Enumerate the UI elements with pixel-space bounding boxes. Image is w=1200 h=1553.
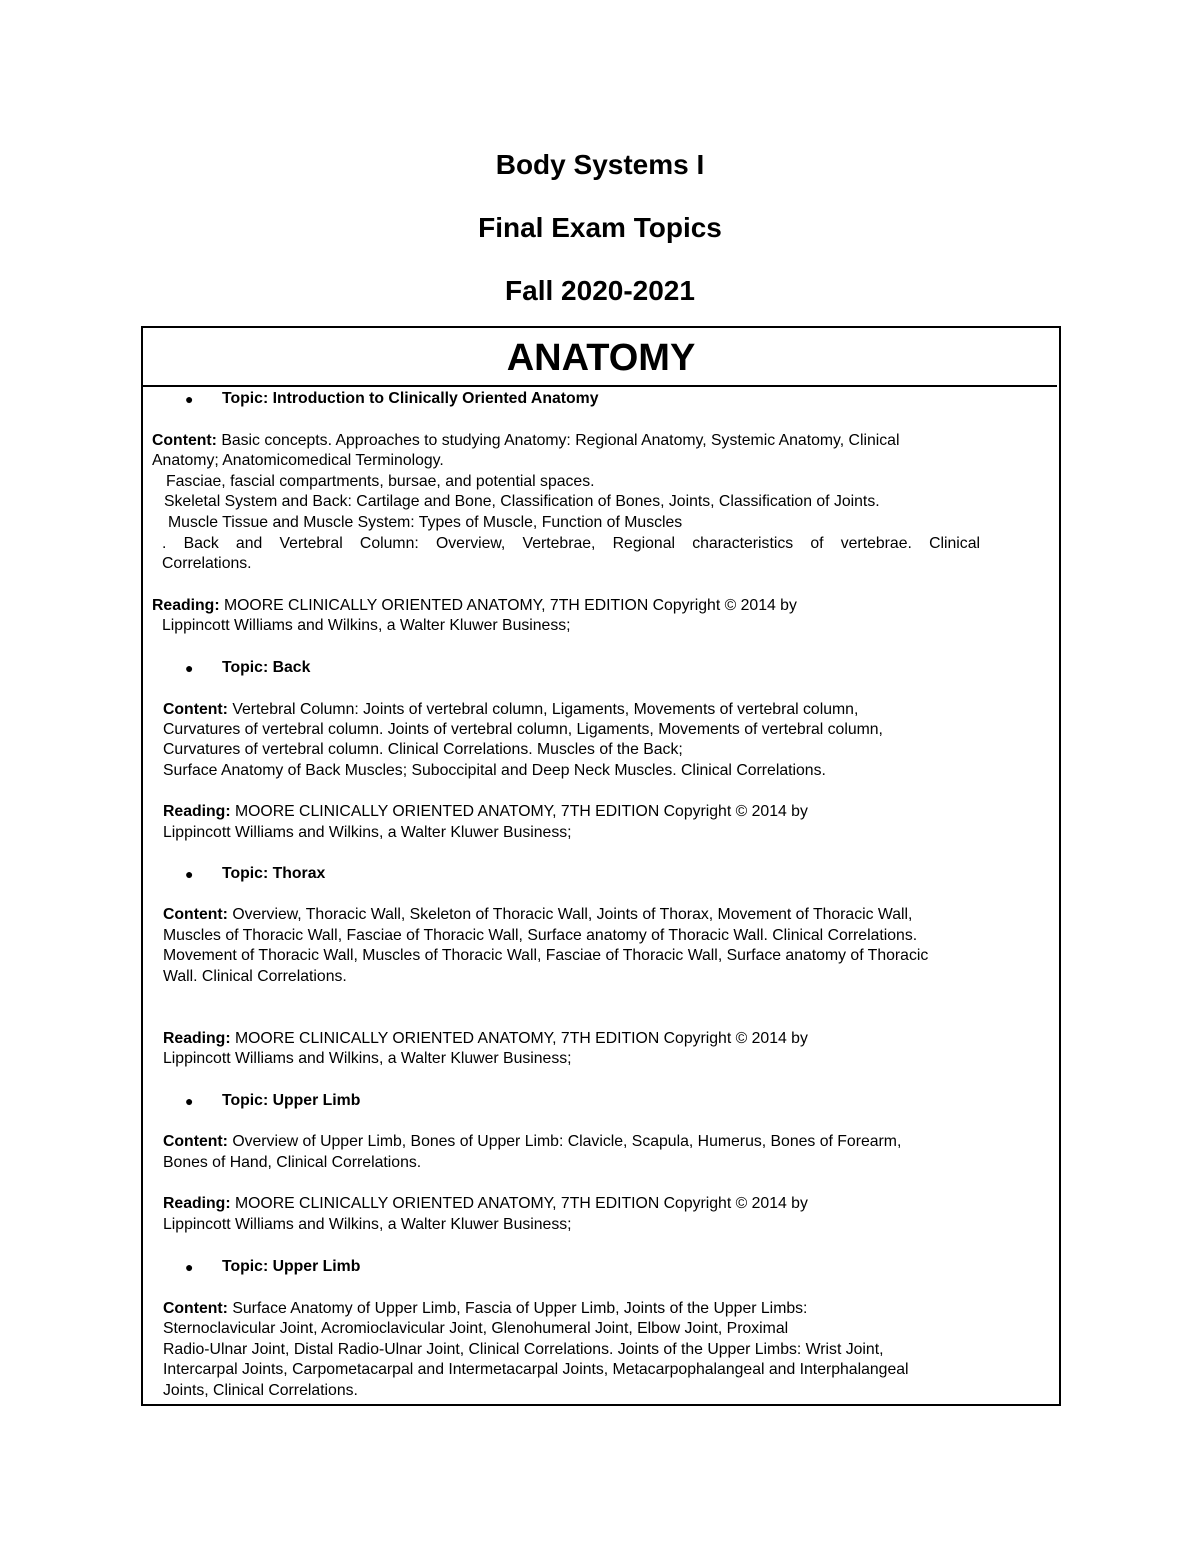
reading-label: Reading: [163,1195,231,1212]
content-line: Skeletal System and Back: Cartilage and Bone, Classification of Bones, Joints, Classification of Joints. [164,493,880,510]
content-line: Correlations. [162,555,252,572]
content-line: Wall. Clinical Correlations. [163,968,347,985]
topic-heading: Topic: Back [222,659,311,676]
content-label: Content: [163,1133,228,1150]
content-line: Content: Overview, Thoracic Wall, Skeleton of Thoracic Wall, Joints of Thorax, Movement of Thoracic Wall, [163,906,913,923]
content-line: Surface Anatomy of Back Muscles; Suboccipital and Deep Neck Muscles. Clinical Correlations. [163,762,826,779]
content-line: Content: Surface Anatomy of Upper Limb, Fascia of Upper Limb, Joints of the Upper Limbs: [163,1300,808,1317]
content-line: Joints, Clinical Correlations. [163,1382,358,1399]
content-label: Content: [163,906,228,923]
topic-heading: Topic: Upper Limb [222,1092,361,1109]
topic-heading: Topic: Thorax [222,865,326,882]
topic-heading: Topic: Introduction to Clinically Oriented Anatomy [222,390,599,407]
content-line: Curvatures of vertebral column. Clinical Correlations. Muscles of the Back; [163,741,683,758]
reading-line: Reading: MOORE CLINICALLY ORIENTED ANATOMY, 7TH EDITION Copyright © 2014 by [152,597,797,614]
bullet-icon: ● [185,660,194,676]
reading-label: Reading: [152,597,220,614]
content-line: Muscle Tissue and Muscle System: Types of Muscle, Function of Muscles [168,514,683,531]
content-label: Content: [163,701,228,718]
content-line: Content: Basic concepts. Approaches to studying Anatomy: Regional Anatomy, Systemic Anatomy, Clinical [152,432,900,449]
content-label: Content: [152,432,217,449]
term-title: Fall 2020-2021 [505,275,695,306]
document-header [0,140,1200,329]
content-line: Curvatures of vertebral column. Joints of vertebral column, Ligaments, Movements of vertebral column, [163,721,883,738]
reading-line: Reading: MOORE CLINICALLY ORIENTED ANATOMY, 7TH EDITION Copyright © 2014 by [163,1195,808,1212]
bullet-icon: ● [185,866,194,882]
content-line: Sternoclavicular Joint, Acromioclavicular Joint, Glenohumeral Joint, Elbow Joint, Proximal [163,1320,789,1337]
section-title-divider [143,385,1057,387]
course-title: Body Systems I [495,149,705,180]
content-label: Content: [163,1300,228,1317]
content-line: Movement of Thoracic Wall, Muscles of Thoracic Wall, Fasciae of Thoracic Wall, Surface anatomy of Thoracic [163,947,929,964]
bullet-icon: ● [185,391,194,407]
content-line: Bones of Hand, Clinical Correlations. [163,1154,422,1171]
bullet-icon: ● [185,1093,194,1109]
content-line: Intercarpal Joints, Carpometacarpal and Intermetacarpal Joints, Metacarpophalangeal and Interphalangeal [163,1361,909,1378]
reading-line: Lippincott Williams and Wilkins, a Walter Kluwer Business; [163,1216,572,1233]
reading-label: Reading: [163,1030,231,1047]
content-line: Radio-Ulnar Joint, Distal Radio-Ulnar Joint, Clinical Correlations. Joints of the Upper Limbs: Wrist Joint, [163,1341,884,1358]
section-title: ANATOMY [506,337,696,379]
reading-line: Reading: MOORE CLINICALLY ORIENTED ANATOMY, 7TH EDITION Copyright © 2014 by [163,803,808,820]
reading-line: Lippincott Williams and Wilkins, a Walter Kluwer Business; [162,617,571,634]
topic-heading: Topic: Upper Limb [222,1258,361,1275]
content-line: Content: Vertebral Column: Joints of vertebral column, Ligaments, Movements of vertebral column, [163,701,859,718]
reading-line: Lippincott Williams and Wilkins, a Walter Kluwer Business; [163,1050,572,1067]
content-line: Content: Overview of Upper Limb, Bones of Upper Limb: Clavicle, Scapula, Humerus, Bones of Forearm, [163,1133,902,1150]
exam-title: Final Exam Topics [478,212,722,243]
reading-line: Reading: MOORE CLINICALLY ORIENTED ANATOMY, 7TH EDITION Copyright © 2014 by [163,1030,808,1047]
content-line: . Back and Vertebral Column: Overview, Vertebrae, Regional characteristics of vertebrae. Clinical [162,535,980,552]
content-line: Anatomy; Anatomicomedical Terminology. [152,452,444,469]
reading-label: Reading: [163,803,231,820]
content-line: Fasciae, fascial compartments, bursae, and potential spaces. [166,473,595,490]
content-line: Muscles of Thoracic Wall, Fasciae of Thoracic Wall, Surface anatomy of Thoracic Wall. Clinical Correlations. [163,927,918,944]
reading-line: Lippincott Williams and Wilkins, a Walter Kluwer Business; [163,824,572,841]
bullet-icon: ● [185,1259,194,1275]
